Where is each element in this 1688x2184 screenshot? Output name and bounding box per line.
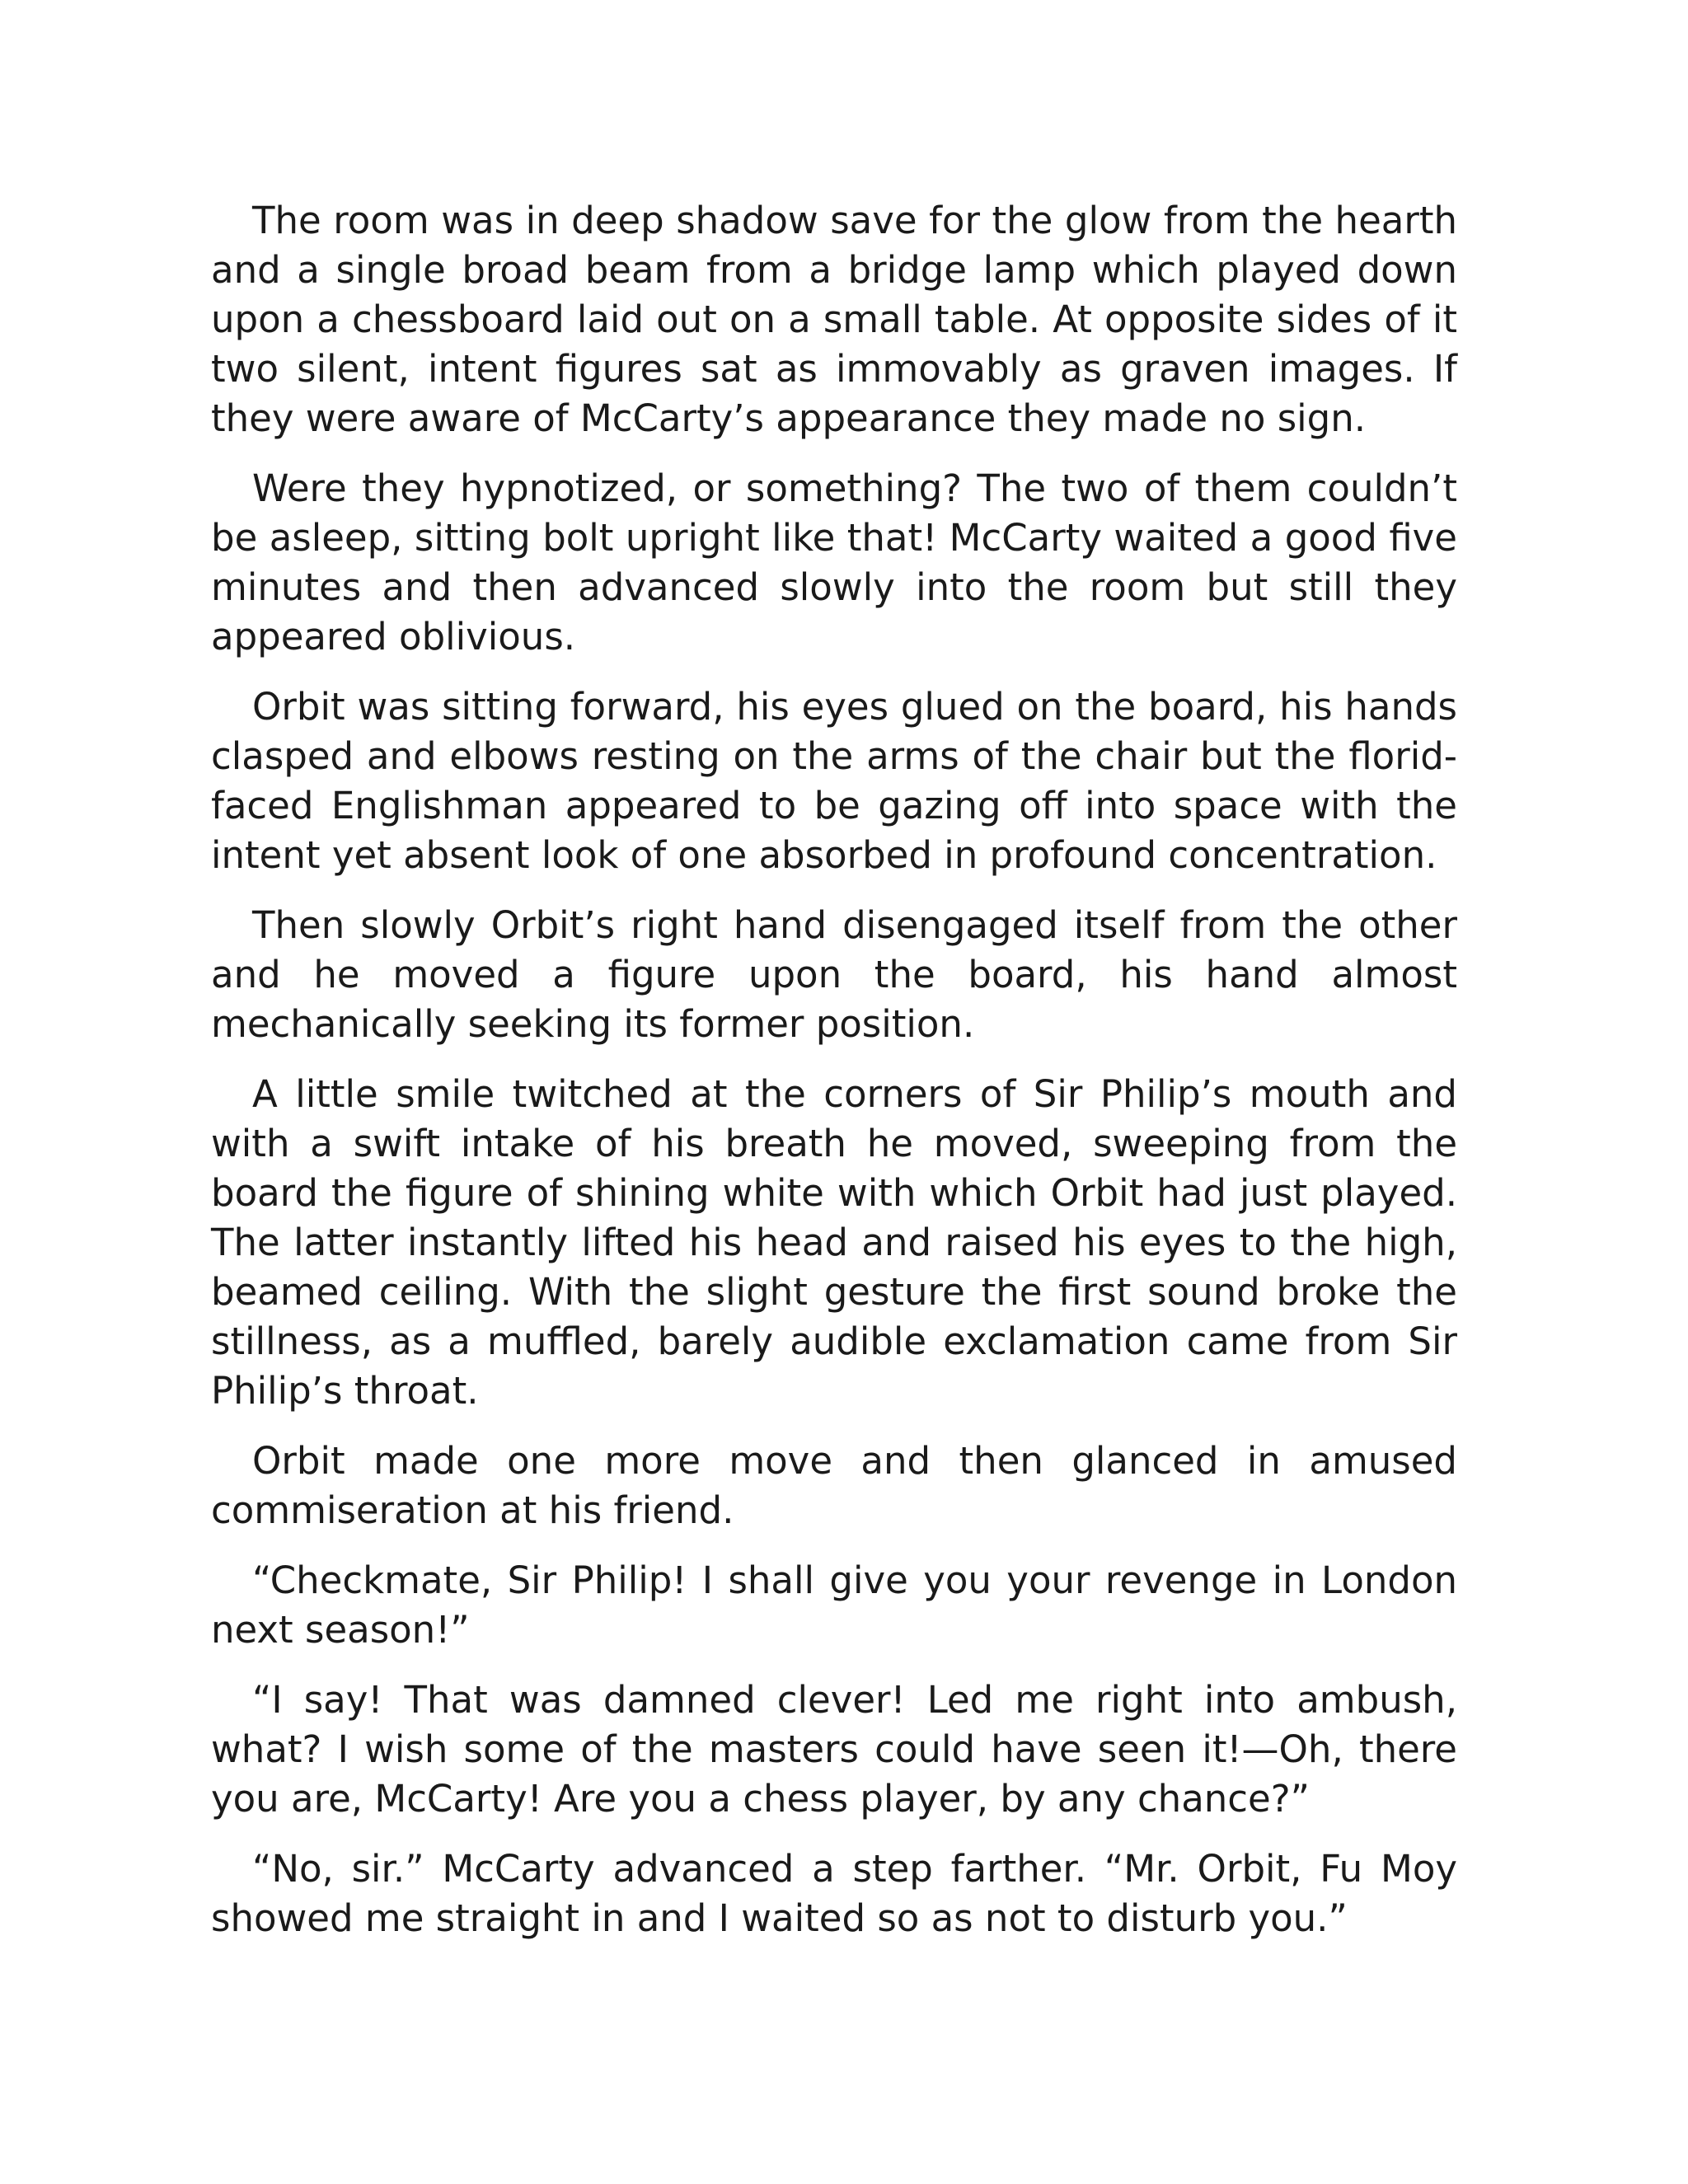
paragraph-7: “Checkmate, Sir Philip! I shall give you your revenge in London next season!” xyxy=(211,1558,1457,1652)
paragraph-5: A little smile twitched at the corners of Sir Philip’s mouth and with a swift intake of his breath he moved, sweeping from the board the figure of shining white with which Orbit had just played. The latter instantly lifted his head and raised his eyes to the high, beamed ceiling. With the slight gesture the first sound broke the stillness, as a muffled, barely audible exclamation came from Sir Philip’s throat. xyxy=(211,1072,1457,1413)
paragraph-6: Orbit made one more move and then glanced in amused commiseration at his friend. xyxy=(211,1439,1457,1532)
paragraph-2: Were they hypnotized, or something? The two of them couldn’t be asleep, sitting bolt upright like that! McCarty waited a good five minutes and then advanced slowly into the room but still they appeared oblivious. xyxy=(211,466,1457,658)
paragraph-1: The room was in deep shadow save for the glow from the hearth and a single broad beam from a bridge lamp which played down upon a chessboard laid out on a small table. At opposite sides of it two silent, intent figures sat as immovably as graven images. If they were aware of McCarty’s appearance they made no sign. xyxy=(211,199,1457,440)
paragraph-3: Orbit was sitting forward, his eyes glued on the board, his hands clasped and elbows resting on the arms of the chair but the florid-faced Englishman appeared to be gazing off into space with the intent yet absent look of one absorbed in profound concentration. xyxy=(211,685,1457,877)
paragraph-4: Then slowly Orbit’s right hand disengaged itself from the other and he moved a figure upon the board, his hand almost mechanically seeking its former position. xyxy=(211,903,1457,1046)
paragraph-8: “I say! That was damned clever! Led me right into ambush, what? I wish some of the masters could have seen it!—Oh, there you are, McCarty! Are you a chess player, by any chance?” xyxy=(211,1678,1457,1821)
body-text xyxy=(211,196,1457,1964)
paragraph-9: “No, sir.” McCarty advanced a step farther. “Mr. Orbit, Fu Moy showed me straight in and I waited so as not to disturb you.” xyxy=(211,1847,1457,1940)
